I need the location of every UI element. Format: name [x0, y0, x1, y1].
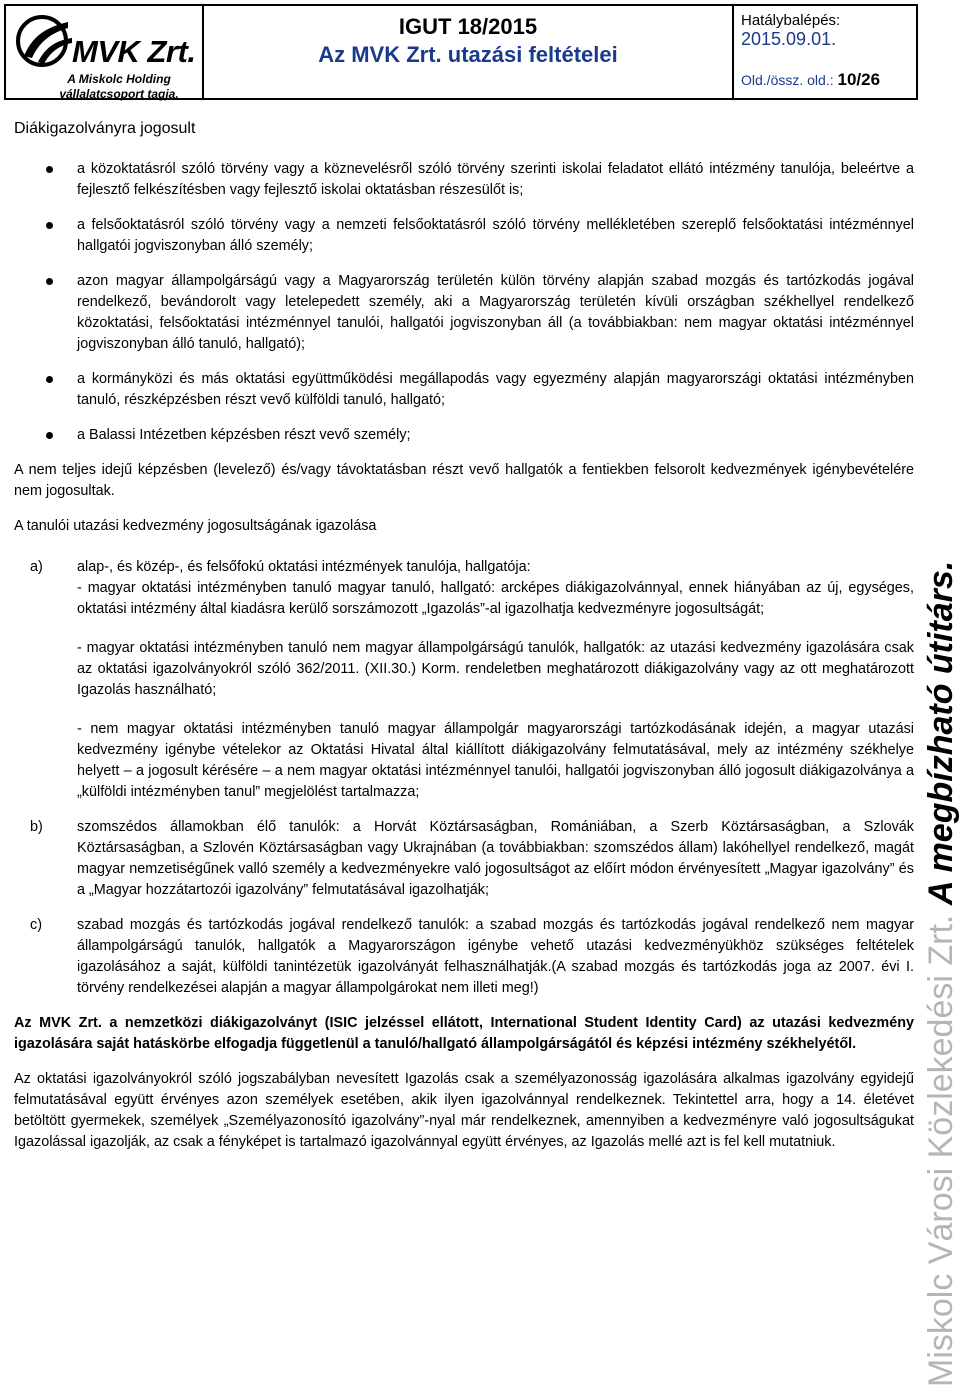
section-title: Diákigazolványra jogosult	[14, 120, 196, 137]
header-meta-cell	[734, 6, 916, 98]
item-marker: a)	[30, 559, 43, 575]
item-c	[14, 915, 914, 999]
document-header	[4, 4, 918, 100]
bullet-icon	[46, 278, 53, 285]
bullet-icon	[46, 166, 53, 173]
item-b-text: szomszédos államokban élő tanulók: a Horvát Köztársaságban, Romániában, a Szerb Köztársaságban, a Szlovák Köztársaságban, a Szlovén Köztársaságban vagy Ukrajnában (a továbbiakban: szomszédos állam) lakóhellyel rendelkező, magát magyar nemzetiségűnek valló személy a kedvezményekre való jogosultságot az előírt módon érvényesített „Magyar igazolvány” és a „Magyar hozzátartozói igazolvány” felmutatásával igazolhatják;	[77, 819, 914, 898]
page-label: Old./össz. old.:	[741, 72, 834, 88]
list-item: azon magyar állampolgárságú vagy a Magyarország területén külön törvény alapján szabad mozgás és tartózkodás jogával rendelkező, bevándorolt vagy letelepedett személy, aki a Magyarország területén kívüli országban székhellyel rendelkező közoktatási, felsőoktatási intézménnyel tanulói, hallgatói jogviszonyban áll (a továbbiakban: nem magyar oktatási intézménnyel jogviszonyban álló tanuló, hallgató);	[14, 271, 914, 355]
effective-label: Hatálybalépés:	[741, 12, 841, 29]
document-code: IGUT 18/2015	[398, 14, 538, 39]
item-marker: b)	[30, 819, 43, 835]
list-item: a kormányközi és más oktatási együttműködési megállapodás vagy egyezmény alapján magyarországi oktatási intézményben tanuló, részképzésben részt vevő külföldi tanuló, hallgató;	[14, 369, 914, 411]
item-a-paragraph: - magyar oktatási intézményben tanuló magyar tanuló, hallgató: arcképes diákigazolvánnyal, ennek hiányában az új, egységes, oktatási intézmény által kiadásra kerülő sorszámozott „Igazolás”-al igazolhatja kedvezményre jogosultságát;	[77, 580, 914, 617]
item-c-text: szabad mozgás és tartózkodás jogával rendelkező tanulók: a szabad mozgás és tartózkodás jogával rendelkező nem magyar állampolgárságú tanulók, hallgatók a Magyarországon igénybe vehető utazási kedvezményükhöz szükséges feltételek igazolásához a saját, külföldi tanintézetük igazolványát felhasználhatják.(A szabad mozgás és tartózkodás joga az 2007. évi I. törvény rendelkezései alapján a magyar állampolgárokat nem illeti meg!)	[77, 917, 914, 996]
list-item: a közoktatásról szóló törvény vagy a köznevelésről szóló törvény szerinti iskolai feladatot ellátó intézmény tanulója, beleértve a fejlesztő felkészítésben vagy fejlesztő iskolai oktatásban részesülőt is;	[14, 159, 914, 201]
bullet-icon	[46, 376, 53, 383]
part-time-note: A nem teljes idejű képzésben (levelező) és/vagy távoktatásban részt vevő hallgatók a fentiekben felsorolt kedvezmények igénybevételére nem jogosultak.	[14, 462, 914, 499]
item-marker: c)	[30, 917, 42, 933]
bullet-icon	[46, 432, 53, 439]
item-a-paragraph: - nem magyar oktatási intézményben tanuló magyar állampolgár magyarországi tartózkodásának idején, a magyar utazási kedvezmény igénybe vételekor az Oktatási Hivatal által kiállított diákigazolvány felmutatásával, mely az intézmény székhelye helyett – a jogosult kérésére – a nem magyar oktatási intézménnyel tanulói, hallgatói jogviszonyban álló jogosult diákigazolványa a „külföldi intézményben tanul” megjelölést tartalmazza;	[77, 721, 914, 800]
effective-date: 2015.09.01.	[741, 29, 837, 49]
final-note: Az oktatási igazolványokról szóló jogszabályban nevesített Igazolás csak a személyazonosság igazolására alkalmas igazolvány egyidejű felmutatásával együtt érvényes azon személyek esetében, akik ilyen igazolvánnyal rendelkeznek. Tekintettel arra, hogy a 14. életévet betöltött gyermekek, személyek „Személyazonosító igazolvány”-nyal már rendelkeznek, amennyiben a kedvezményre való jogosultságukat Igazolással igazolják, az csak a fényképet is tartalmazó igazolvánnyal együtt érvényes, az Igazolás mellé azt is fel kell mutatniuk.	[14, 1071, 914, 1150]
side-company-name: Miskolc Városi Közlekedési Zrt.	[922, 914, 960, 1387]
side-slogan: A megbízható útitárs.	[922, 560, 960, 906]
mvk-logo-icon	[12, 12, 74, 70]
side-banner	[922, 561, 960, 1387]
item-a	[14, 557, 914, 803]
logo-name: MVK Zrt.	[72, 34, 196, 69]
bullet-icon	[46, 222, 53, 229]
item-a-paragraph: - magyar oktatási intézményben tanuló nem magyar állampolgárságú tanulók, hallgatók: az utazási kedvezmény igazolására csak az oktatási igazolványokról szóló 362/2011. (XII.30.) Korm. rendeletben meghatározott diákigazolvány vagy az ott meghatározott Igazolás használható;	[77, 640, 914, 698]
isic-note: Az MVK Zrt. a nemzetközi diákigazolványt (ISIC jelzéssel ellátott, International Student Identity Card) az utazási kedvezmény igazolására saját hatáskörbe elfogadja függetlenül a tanuló/hallgató állampolgárságától és képzési intézmény székhelyétől.	[14, 1015, 914, 1052]
document-body	[14, 118, 914, 1167]
page-number	[741, 70, 880, 90]
item-b	[14, 817, 914, 901]
eligibility-list	[14, 159, 914, 446]
page-value: 10/26	[837, 70, 881, 89]
list-item: a felsőoktatásról szóló törvény vagy a nemzeti felsőoktatásról szóló törvény mellékletében szereplő felsőoktatási intézménnyel hallgatói jogviszonyban álló személy;	[14, 215, 914, 257]
logo-subtitle: A Miskolc Holding vállalatcsoport tagja.	[59, 72, 179, 101]
company-logo	[6, 6, 204, 101]
subheading: A tanulói utazási kedvezmény jogosultságának igazolása	[14, 518, 377, 534]
list-item: a Balassi Intézetben képzésben részt vevő személy;	[14, 425, 914, 446]
item-a-intro: alap-, és közép-, és felsőfokú oktatási intézmények tanulója, hallgatója:	[77, 559, 531, 575]
header-title-cell	[204, 6, 734, 98]
document-title: Az MVK Zrt. utazási feltételei	[318, 42, 618, 67]
